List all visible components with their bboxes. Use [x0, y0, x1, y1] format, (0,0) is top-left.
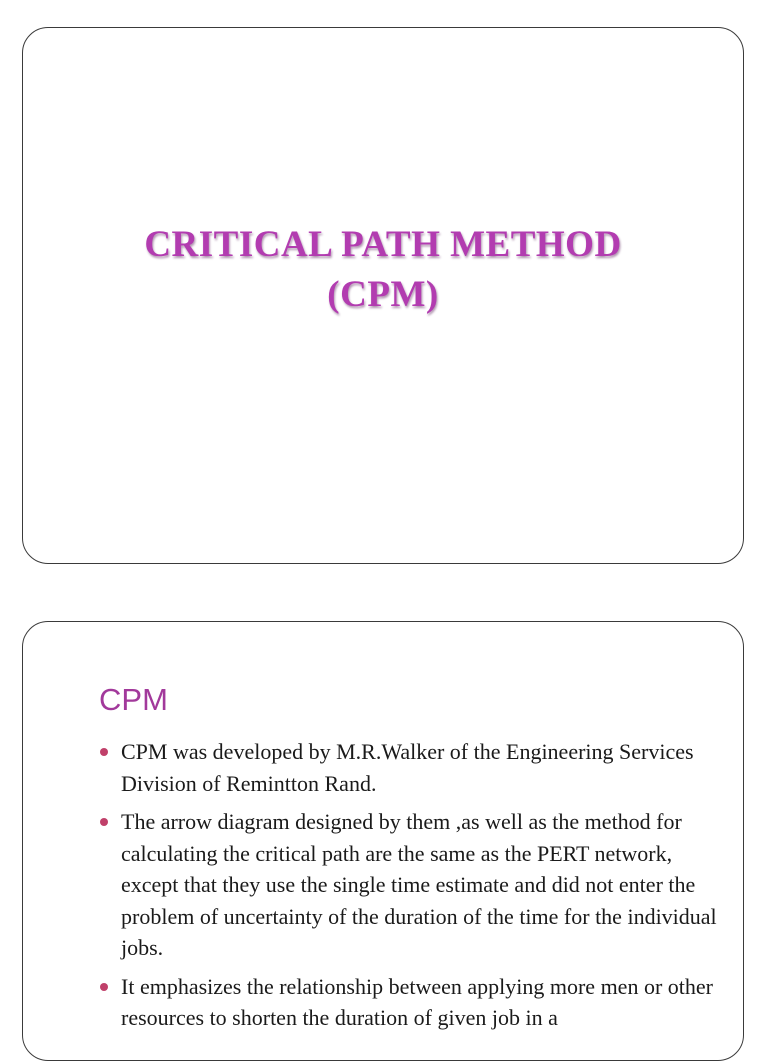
bullet-item [99, 971, 719, 1034]
bullet-list [99, 736, 719, 1041]
bullet-text: The arrow diagram designed by them ,as well as the method for calculating the critical path are the same as the PERT network, except that they use the single time estimate and did not enter the problem of uncertainty of the duration of the time for the individual jobs. [121, 809, 717, 960]
bullet-icon [100, 818, 108, 826]
bullet-text: It emphasizes the relationship between applying more men or other resources to shorten the duration of given job in a [121, 973, 713, 1030]
title-slide [22, 27, 744, 564]
title-line-1: CRITICAL PATH METHOD [144, 224, 622, 265]
bullet-item [99, 806, 719, 964]
bullet-text: CPM was developed by M.R.Walker of the Engineering Services Division of Remintton Rand. [121, 739, 694, 796]
slide-title [23, 220, 743, 320]
content-slide [22, 621, 744, 1061]
title-line-2: (CPM) [327, 274, 439, 315]
slide-heading: CPM [99, 682, 168, 717]
bullet-item [99, 736, 719, 799]
bullet-icon [100, 748, 108, 756]
bullet-icon [100, 983, 108, 991]
